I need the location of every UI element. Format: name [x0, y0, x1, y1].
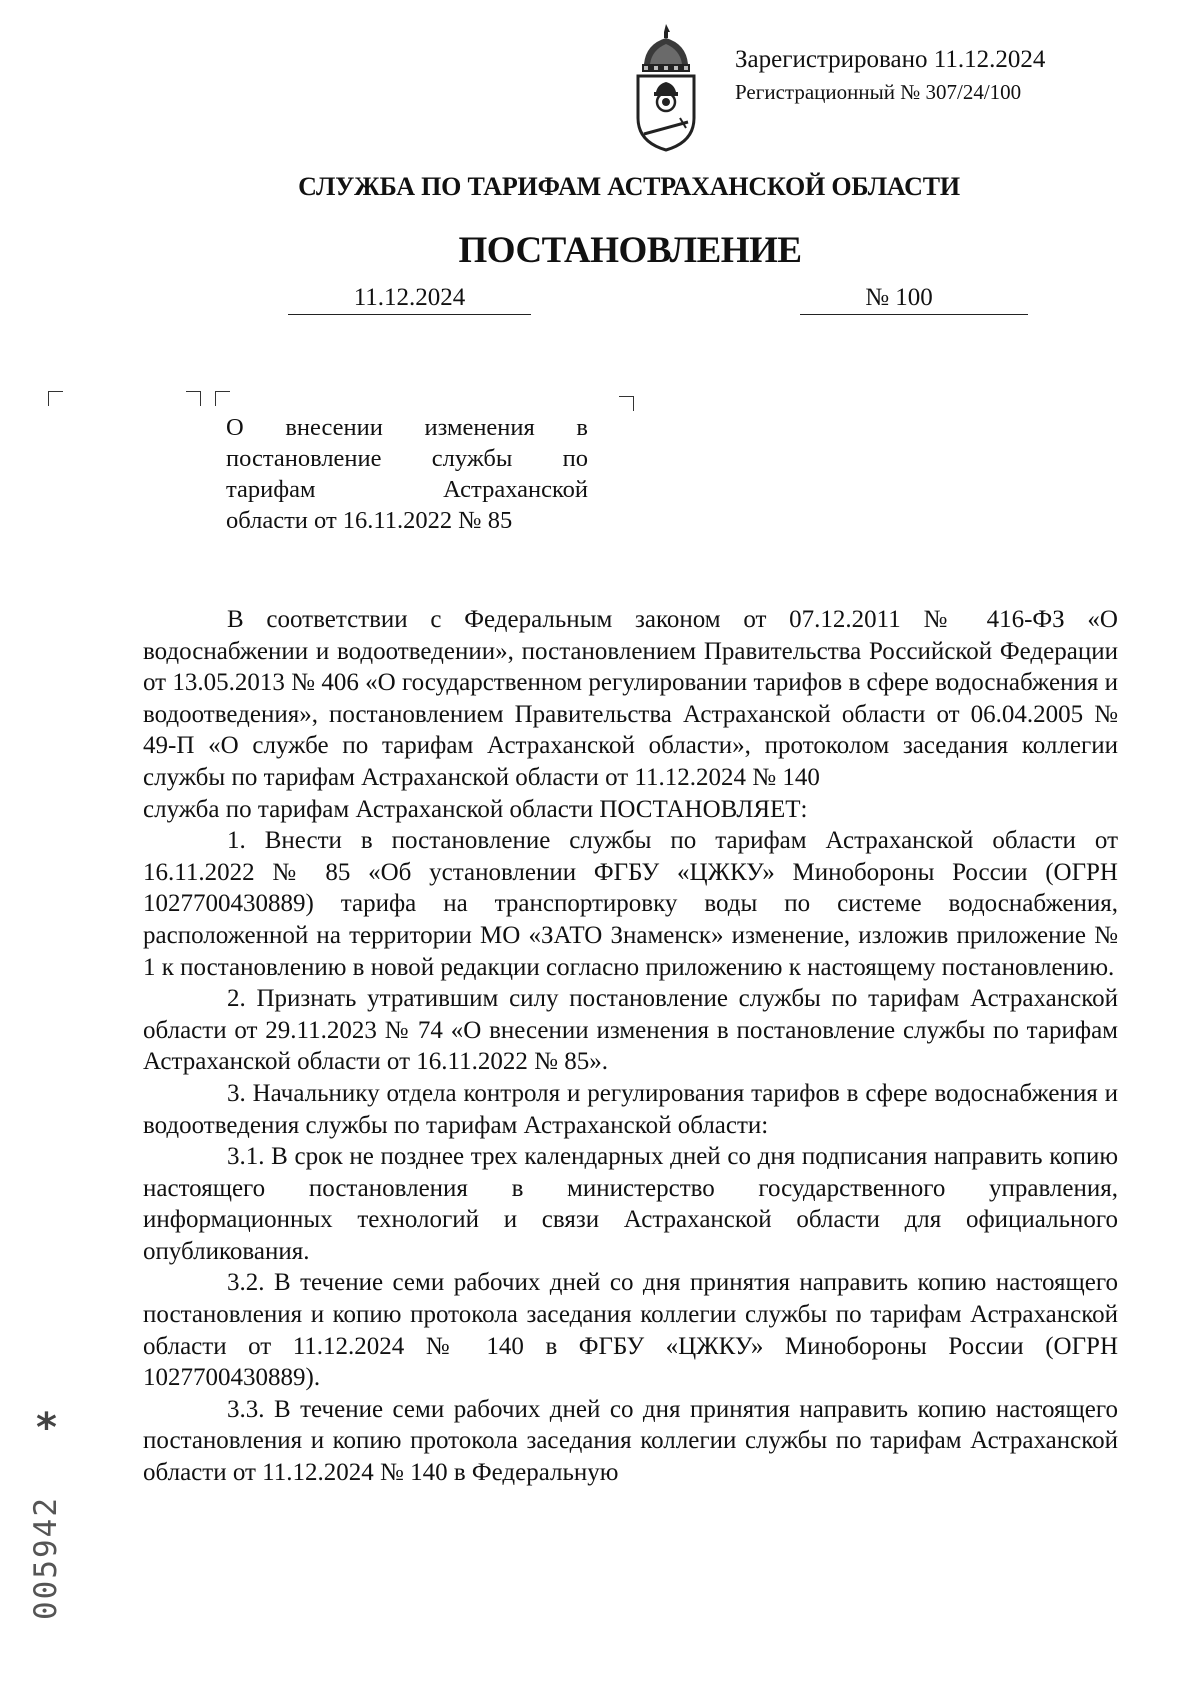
subject-line: области от 16.11.2022 № 85: [226, 507, 513, 534]
subject-line: постановление службы по: [226, 445, 588, 472]
agency-name: СЛУЖБА ПО ТАРИФАМ АСТРАХАНСКОЙ ОБЛАСТИ: [298, 172, 960, 201]
item-3: 3. Начальнику отдела контроля и регулирования тарифов в сфере водоснабжения и водоотведения службы по тарифам Астраханской области:: [143, 1079, 1118, 1139]
item-3-3: 3.3. В течение семи рабочих дней со дня принятия направить копию настоящего постановления и копию протокола заседания коллегии службы по тарифам Астраханской области от 11.12.2024 № 140 в Федеральную: [143, 1395, 1118, 1487]
document-date: 11.12.2024: [288, 284, 531, 315]
registration-date: Зарегистрировано 11.12.2024: [735, 46, 1046, 73]
corner-mark: [215, 391, 230, 406]
coat-of-arms-icon: [630, 22, 702, 152]
registration-number: Регистрационный № 307/24/100: [735, 80, 1022, 104]
document-number: [800, 284, 1028, 315]
document-number-text: № 100: [865, 284, 933, 311]
serial-number: 005942: [28, 1496, 64, 1620]
subject-line: тарифам Астраханской: [226, 476, 588, 503]
corner-mark: [186, 391, 201, 406]
document-body: [143, 604, 1118, 1489]
subject-line: О внесении изменения в: [226, 414, 588, 441]
item-3-2: 3.2. В течение семи рабочих дней со дня принятия направить копию настоящего постановления и копию протокола заседания коллегии службы по тарифам Астраханской области от 11.12.2024 № 140 в ФГБУ «ЦЖКУ» Минобороны России (ОГРН 1027700430889).: [143, 1269, 1118, 1392]
corner-mark: [48, 391, 63, 406]
item-1: 1. Внести в постановление службы по тарифам Астраханской области от 16.11.2022 № 85 «Об установлении ФГБУ «ЦЖКУ» Минобороны России (ОГРН 1027700430889) тарифа на транспортировку воды по системе водоснабжения, расположенной на территории МО «ЗАТО Знаменск» изменение, изложив приложение № 1 к постановлению в новой редакции согласно приложению к настоящему постановлению.: [143, 827, 1118, 981]
preamble-paragraph: В соответствии с Федеральным законом от 07.12.2011 № 416-ФЗ «О водоснабжении и водоотведении», постановлением Правительства Российской Федерации от 13.05.2013 № 406 «О государственном регулировании тарифов в сфере водоснабжения и водоотведения», постановлением Правительства Астраханской области от 06.04.2005 № 49-П «О службе по тарифам Астраханской области», протоколом заседания коллегии службы по тарифам Астраханской области от 11.12.2024 № 140: [143, 606, 1118, 791]
resolves-line: служба по тарифам Астраханской области ПОСТАНОВЛЯЕТ:: [143, 795, 808, 823]
item-2: 2. Признать утратившим силу постановление службы по тарифам Астраханской области от 29.11.2023 № 74 «О внесении изменения в постановление службы по тарифам Астраханской области от 16.11.2022 № 85».: [143, 985, 1118, 1076]
document-subject: [226, 412, 588, 536]
registration-stamp: [735, 44, 1045, 108]
side-stamp: [18, 1405, 78, 1645]
corner-mark: [619, 396, 634, 411]
item-3-1: 3.1. В срок не позднее трех календарных дней со дня подписания направить копию настоящего постановления в министерство государственного управления, информационных технологий и связи Астраханской области для официального опубликования.: [143, 1143, 1118, 1265]
asterisk-mark: *: [36, 1405, 57, 1451]
document-type-title: ПОСТАНОВЛЕНИЕ: [458, 230, 802, 271]
